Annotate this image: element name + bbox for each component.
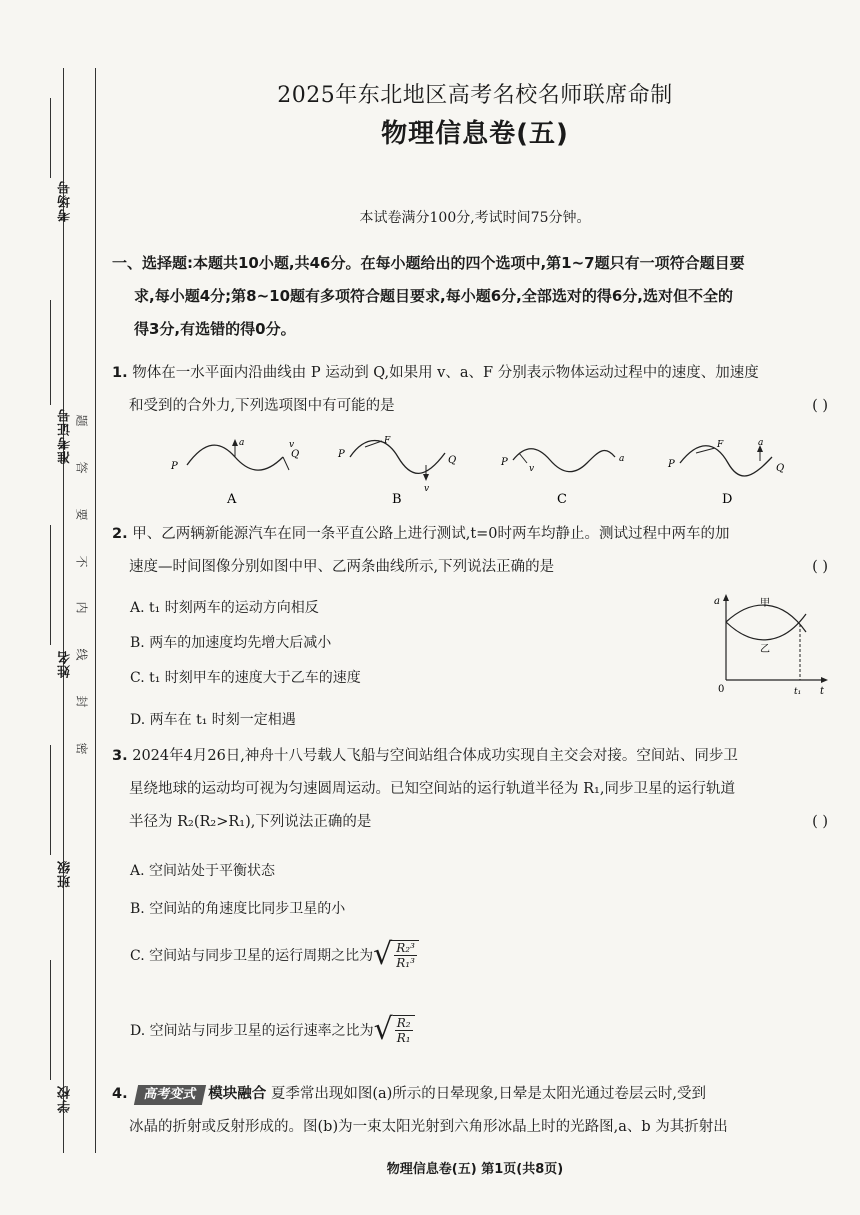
- question-text: 星绕地球的运动均可视为匀速圆周运动。已知空间站的运行轨道半径为 R₁,同步卫星的运行轨道: [129, 781, 735, 797]
- point-p-label: P: [668, 459, 675, 470]
- point-p-label: P: [171, 461, 178, 472]
- curve-yi-label: 乙: [760, 644, 770, 655]
- numerator: R₂: [396, 1016, 411, 1030]
- class-label: 班级: [58, 860, 73, 888]
- question-text: 速度—时间图像分别如图中甲、乙两条曲线所示,下列说法正确的是: [129, 559, 555, 575]
- force-label: F: [717, 440, 724, 450]
- point-p-label: P: [501, 457, 508, 468]
- option-b[interactable]: B. 两车的加速度均先增大后减小: [130, 635, 332, 651]
- axis-arrow-icon: [723, 594, 729, 601]
- page-footer: 物理信息卷(五) 第1页(共8页): [386, 1162, 564, 1177]
- velocity-arrow: [283, 457, 289, 470]
- answer-bracket[interactable]: ( ): [812, 559, 828, 575]
- seal-char: 封: [74, 695, 89, 708]
- question-text: 冰晶的折射或反射形成的。图(b)为一束太阳光射到六角形冰晶上时的光路图,a、b 为其折射出: [129, 1119, 728, 1135]
- q1-figure-d[interactable]: [660, 435, 800, 510]
- exam-note: 本试卷满分100分,考试时间75分钟。: [359, 210, 591, 226]
- question-1: [112, 357, 828, 423]
- section-instructions: [112, 247, 828, 346]
- arrow-head-icon: [423, 474, 429, 481]
- question-text: 夏季常出现如图(a)所示的日晕现象,日晕是太阳光通过卷层云时,受到: [270, 1086, 707, 1102]
- point-q-label: Q: [776, 463, 785, 474]
- question-text: 甲、乙两辆新能源汽车在同一条平直公路上进行测试,t=0时两车均静止。测试过程中两车的加: [132, 526, 730, 542]
- sqrt-icon: √: [373, 937, 393, 972]
- sqrt-icon: √: [373, 1012, 393, 1047]
- variant-tag: 高考变式: [134, 1085, 206, 1105]
- fraction: [392, 940, 419, 970]
- q2-at-graph: [712, 592, 832, 697]
- seal-char: 不: [74, 555, 89, 568]
- section-line: 得3分,有选错的得0分。: [134, 320, 296, 338]
- exam-title: 物理信息卷(五): [381, 119, 569, 149]
- option-c[interactable]: C. t₁ 时刻甲车的速度大于乙车的速度: [130, 670, 361, 686]
- school-label: 学校: [58, 1085, 73, 1113]
- q1-figure-a[interactable]: [165, 435, 305, 510]
- velocity-label: v: [529, 464, 535, 474]
- seal-char: 线: [74, 648, 89, 661]
- name-blank[interactable]: [50, 525, 51, 645]
- seal-char: 答: [74, 461, 89, 474]
- sqrt-formula: [373, 1012, 415, 1047]
- option-d[interactable]: [130, 1012, 415, 1047]
- y-axis-label: a: [714, 596, 720, 607]
- force-label: F: [384, 436, 391, 446]
- option-b[interactable]: B. 空间站的角速度比同步卫星的小: [130, 901, 346, 917]
- question-number: 4.: [112, 1086, 128, 1102]
- seal-char: 题: [74, 414, 89, 427]
- answer-bracket[interactable]: ( ): [812, 814, 828, 830]
- fraction: [393, 1015, 415, 1045]
- class-blank[interactable]: [50, 745, 51, 855]
- curve-jia-label: 甲: [760, 598, 770, 609]
- option-a[interactable]: A. t₁ 时刻两车的运动方向相反: [130, 600, 319, 616]
- option-text: C. 空间站与同步卫星的运行周期之比为: [130, 948, 374, 964]
- point-q-label: Q: [291, 449, 300, 460]
- section-line: 求,每小题4分;第8~10题有多项符合题目要求,每小题6分,全部选对的得6分,选对但不全的: [134, 287, 733, 305]
- exam-header: 2025年东北地区高考名校名师联席命制: [277, 83, 673, 108]
- question-4: [112, 1078, 828, 1144]
- question-text: 物体在一水平面内沿曲线由 P 运动到 Q,如果用 v、a、F 分别表示物体运动过程中的速度、加速度: [132, 365, 759, 381]
- force-arrow: [696, 448, 715, 453]
- trajectory-curve: [350, 441, 445, 474]
- point-p-label: P: [338, 449, 345, 460]
- exam-id-label: 准考证号: [58, 408, 73, 464]
- margin-line-inner: [95, 68, 96, 1153]
- sqrt-formula: [373, 937, 419, 972]
- name-label: 姓名: [58, 650, 73, 678]
- question-number: 1.: [112, 365, 128, 381]
- section-line: 一、选择题:本题共10小题,共46分。在每小题给出的四个选项中,第1~7题只有一项符合题目要: [112, 254, 745, 272]
- option-d[interactable]: D. 两车在 t₁ 时刻一定相遇: [130, 712, 296, 728]
- question-3: [112, 740, 828, 839]
- option-label: C: [557, 492, 567, 507]
- school-blank[interactable]: [50, 960, 51, 1080]
- velocity-label: v: [289, 440, 295, 450]
- question-number: 3.: [112, 748, 128, 764]
- question-2: [112, 518, 828, 584]
- seal-char: 内: [74, 601, 89, 614]
- denominator: R₁³: [396, 956, 415, 970]
- topic-label: 模块融合: [208, 1086, 267, 1102]
- accel-label: a: [619, 454, 625, 464]
- seal-char: 要: [74, 508, 89, 521]
- question-text: 和受到的合外力,下列选项图中有可能的是: [129, 398, 395, 414]
- exam-room-label: 考场号: [58, 180, 73, 222]
- question-number: 2.: [112, 526, 128, 542]
- option-label: B: [392, 492, 402, 507]
- q1-figure-b[interactable]: [330, 435, 470, 510]
- point-q-label: Q: [448, 455, 457, 466]
- option-a[interactable]: A. 空间站处于平衡状态: [130, 863, 276, 879]
- x-axis-label: t: [820, 686, 825, 697]
- arrow-head-icon: [232, 439, 238, 446]
- exam-room-blank[interactable]: [50, 98, 51, 178]
- accel-label: a: [758, 438, 764, 448]
- option-text: D. 空间站与同步卫星的运行速率之比为: [130, 1023, 374, 1039]
- option-c[interactable]: [130, 937, 419, 972]
- accel-label: a: [239, 438, 245, 448]
- velocity-label: v: [424, 484, 430, 494]
- q1-figure-c[interactable]: [495, 435, 635, 510]
- option-label: A: [227, 492, 237, 507]
- margin-line-outer: [63, 68, 64, 1153]
- axis-arrow-icon: [821, 677, 828, 683]
- answer-bracket[interactable]: ( ): [812, 398, 828, 414]
- exam-id-blank[interactable]: [50, 300, 51, 405]
- numerator: R₂³: [396, 941, 415, 955]
- question-text: 半径为 R₂(R₂>R₁),下列说法正确的是: [129, 814, 372, 830]
- velocity-arrow: [519, 453, 527, 463]
- denominator: R₁: [396, 1031, 411, 1045]
- t1-label: t₁: [794, 687, 802, 697]
- question-text: 2024年4月26日,神舟十八号载人飞船与空间站组合体成功实现自主交会对接。空间站、同步卫: [132, 748, 738, 764]
- option-label: D: [722, 492, 733, 507]
- seal-line-text: [70, 412, 94, 757]
- seal-char: 密: [74, 742, 89, 755]
- origin-label: 0: [718, 684, 725, 695]
